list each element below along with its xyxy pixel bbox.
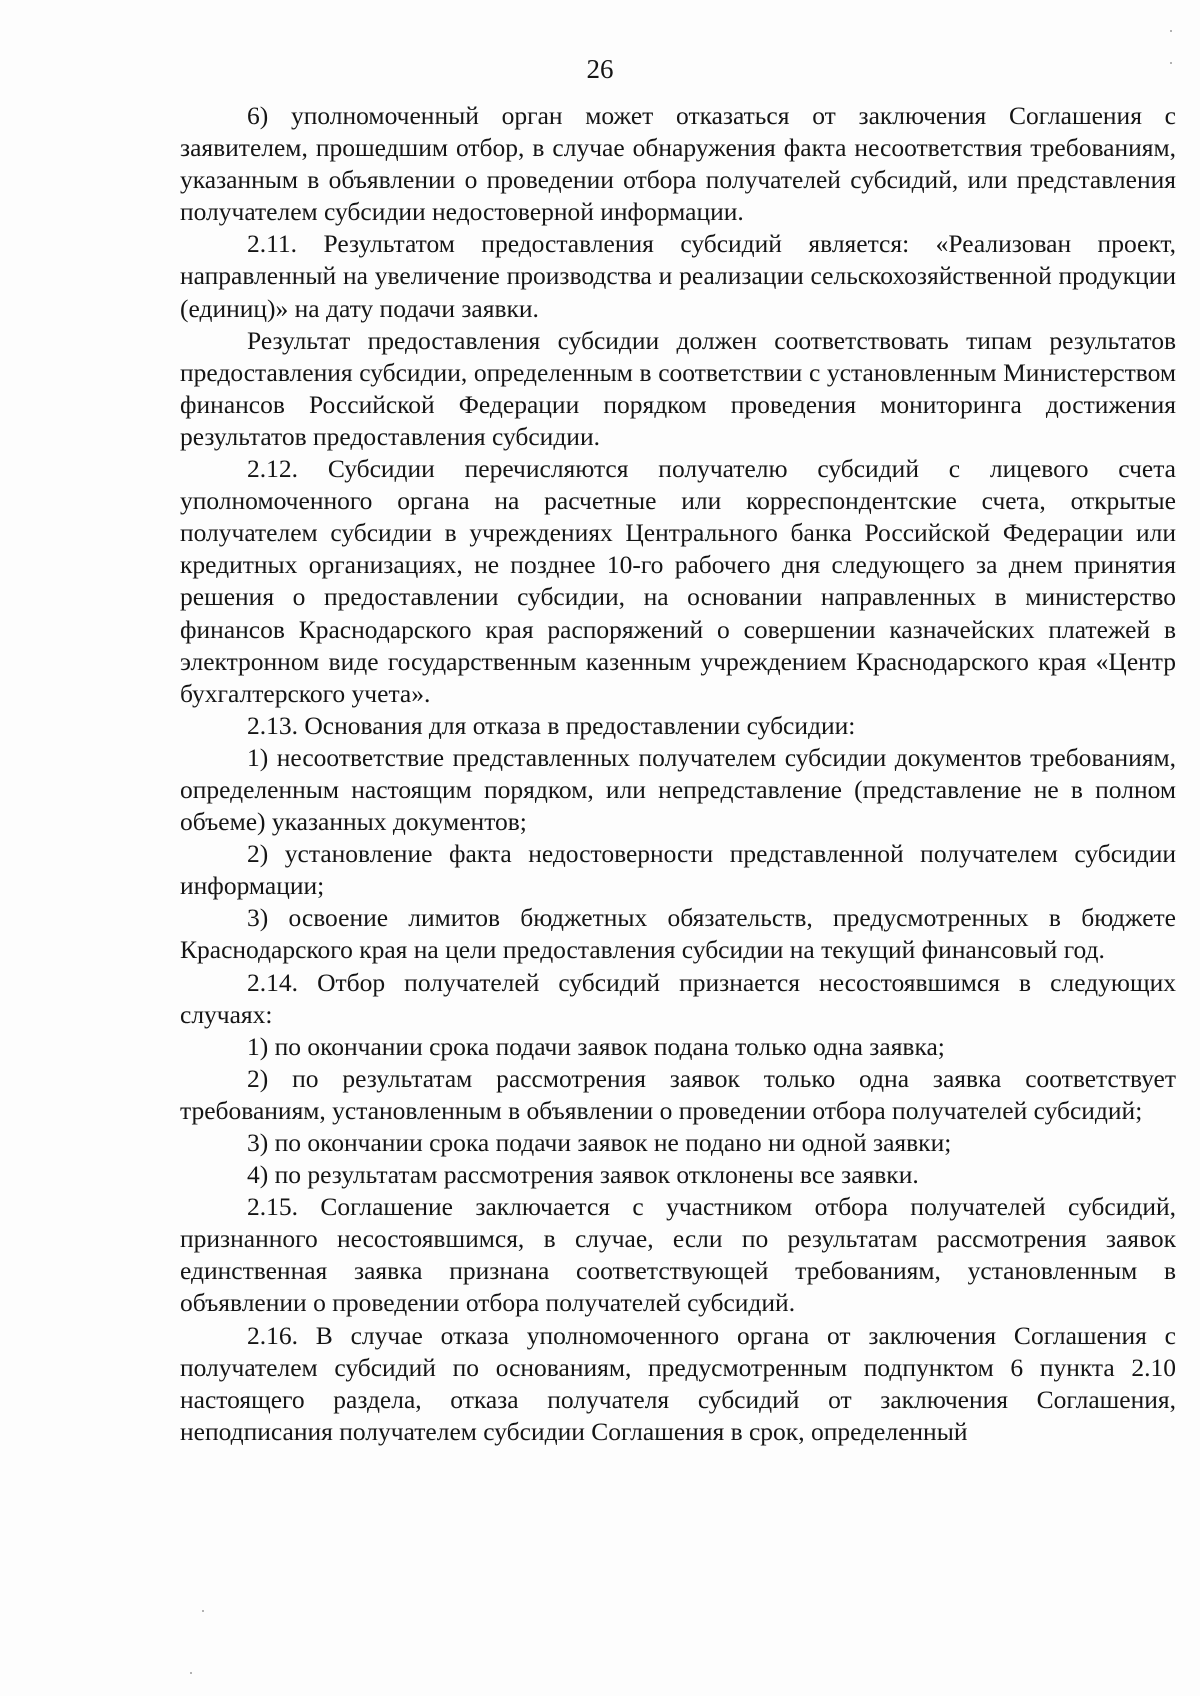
paragraph-refusal-item-6: 6) уполномоченный орган может отказаться от заключения Соглашения с заявителем, прошедшим отбор, в случае обнаружения факта несоответствия требованиям, указанным в объявлении о проведении отбора получателей субсидий, или представления получателем субсидии недостоверной информации. xyxy=(180,101,1176,227)
paragraph-2-13-item-3: 3) освоение лимитов бюджетных обязательств, предусмотренных в бюджете Краснодарского края на цели предоставления субсидии на текущий финансовый год. xyxy=(180,903,1176,965)
scan-speck xyxy=(1170,30,1172,32)
paragraph-2-14-item-1: 1) по окончании срока подачи заявок подана только одна заявка; xyxy=(247,1031,945,1061)
paragraph-2-14-item-3: 3) по окончании срока подачи заявок не подано ни одной заявки; xyxy=(247,1128,952,1157)
scan-speck xyxy=(190,1672,192,1674)
paragraph-2-13-item-2: 2) установление факта недостоверности представленной получателем субсидии информации; xyxy=(180,839,1176,901)
paragraph-2-14-item-4: 4) по результатам рассмотрения заявок отклонены все заявки. xyxy=(247,1160,919,1190)
paragraph-2-11-result: 2.11. Результатом предоставления субсидий является: «Реализован проект, направленный на увеличение производства и реализации сельскохозяйственной продукции (единиц)» на дату подачи заявки. xyxy=(180,229,1176,323)
paragraph-result-types: Результат предоставления субсидии должен соответствовать типам результатов предоставления субсидии, определенным в соответствии с установленным Министерством финансов Российской Федерации порядком проведения мониторинга достижения результатов предоставления субсидии. xyxy=(180,325,1176,451)
paragraph-2-15-agreement: 2.15. Соглашение заключается с участником отбора получателей субсидий, признанного несостоявшимся, в случае, если по результатам рассмотрения заявок единственная заявка признана соответствующей требованиям, установленным в объявлении о проведении отбора получателей субсидий. xyxy=(180,1192,1176,1318)
page-number: 26 xyxy=(586,54,614,84)
paragraph-2-16-refusal: 2.16. В случае отказа уполномоченного органа от заключения Соглашения с получателем субсидий по основаниям, предусмотренным подпунктом 6 пункта 2.10 настоящего раздела, отказа получателя субсидий от заключения Соглашения, неподписания получателем субсидии Соглашения в срок, определенный xyxy=(180,1320,1176,1446)
paragraph-2-14-item-2: 2) по результатам рассмотрения заявок только одна заявка соответствует требованиям, установленным в объявлении о проведении отбора получателей субсидий; xyxy=(180,1063,1176,1125)
paragraph-2-13-refusal-grounds: 2.13. Основания для отказа в предоставлении субсидии: xyxy=(247,710,856,740)
document-body xyxy=(180,100,1176,1448)
paragraph-2-12-transfer: 2.12. Субсидии перечисляются получателю субсидий с лицевого счета уполномоченного органа на расчетные или корреспондентские счета, открытые получателем субсидии в учреждениях Центрального банка Российской Федерации или кредитных организациях, не позднее 10-го рабочего дня следующего за днем принятия решения о предоставлении субсидии, на основании направленных в министерство финансов Краснодарского края распоряжений о совершении казначейских платежей в электронном виде государственным казенным учреждением Краснодарского края «Центр бухгалтерского учета». xyxy=(180,454,1176,708)
scan-speck xyxy=(1170,62,1172,64)
scan-speck xyxy=(202,1610,204,1612)
paragraph-2-13-item-1: 1) несоответствие представленных получателем субсидии документов требованиям, определенным настоящим порядком, или непредставление (представление не в полном объеме) указанных документов; xyxy=(180,742,1176,837)
paragraph-2-14-failed-selection: 2.14. Отбор получателей субсидий признается несостоявшимся в следующих случаях: xyxy=(180,967,1176,1029)
